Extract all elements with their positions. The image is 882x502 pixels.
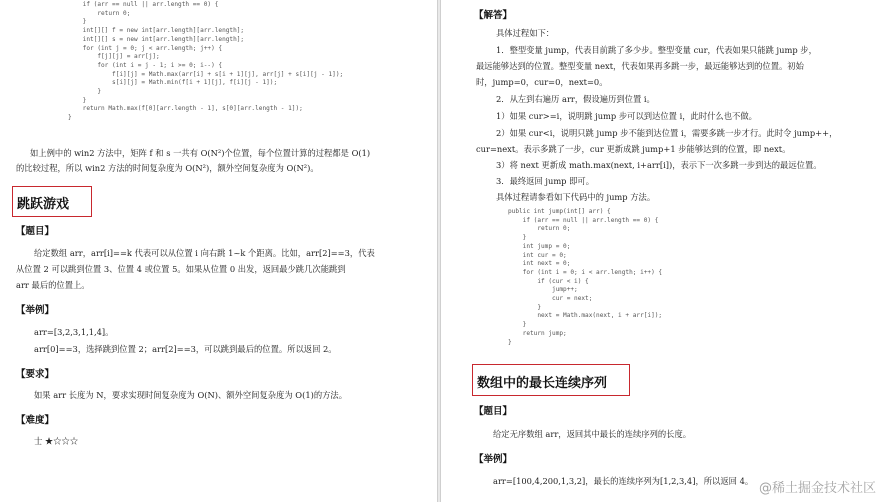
left-page bbox=[0, 0, 437, 502]
step2-sub1: 1）如果 cur>=i，说明跳 jump 步可以到达位置 i，此时什么也不做。 bbox=[496, 111, 757, 121]
problem-text-line2: 从位置 2 可以跳到位置 3、位置 4 或位置 5。如果从位置 0 出发，返回最少跳几次能跳到 bbox=[16, 264, 346, 274]
heading-problem: 【题目】 bbox=[16, 226, 55, 237]
step3: 3．最终返回 jump 即可。 bbox=[496, 176, 595, 186]
refer-code: 具体过程请参看如下代码中的 jump 方法。 bbox=[496, 192, 656, 202]
watermark: @稀土掘金技术社区 bbox=[758, 481, 876, 496]
problem-text-2: 给定无序数组 arr，返回其中最长的连续序列的长度。 bbox=[493, 429, 692, 439]
example-text-line2: arr[0]==3，选择跳到位置 2；arr[2]==3，可以跳到最后的位置。所以返回 2。 bbox=[34, 344, 337, 354]
example-text-2: arr=[100,4,200,1,3,2]，最长的连续序列为[1,2,3,4]，所以返回 4。 bbox=[493, 476, 754, 486]
section-title-longest-sequence: 数组中的最长连续序列 bbox=[477, 376, 608, 391]
heading-problem-2: 【题目】 bbox=[474, 406, 513, 417]
step2-sub2-line1: 2）如果 cur<i，说明只跳 jump 步不能到达位置 i，需要多跳一步才行。此时令 jump++， bbox=[496, 128, 838, 138]
step1-line1: 1．整型变量 jump，代表目前跳了多少步。整型变量 cur，代表如果只能跳 jump 步， bbox=[496, 45, 817, 55]
step2-sub2-line2: cur=next。表示多跳了一步，cur 更新成跳 jump+1 步能够达到的位置，即 next。 bbox=[476, 144, 791, 154]
heading-answer: 【解答】 bbox=[474, 10, 513, 21]
problem-text-line3: arr 最后的位置上。 bbox=[16, 280, 90, 290]
heading-example-2: 【举例】 bbox=[474, 454, 513, 465]
heading-example: 【举例】 bbox=[16, 305, 55, 316]
paragraph-complexity-line1: 如上例中的 win2 方法中，矩阵 f 和 s 一共有 O(N²)个位置，每个位置计算的过程都是 O(1) bbox=[30, 148, 371, 158]
example-text-line1: arr=[3,2,3,1,1,4]。 bbox=[34, 327, 114, 337]
code-block-win2: if (arr == null || arr.length == 0) { return 0; } int[][] f = new int[arr.length][arr.length]; int[][] s = new int[arr.length][arr.length]; for (int j = 0; j < arr.length; j++) { f[j][j] = arr[j]; for (int i = j - 1; i >= 0; i--) { f[i][j] = Math.max(arr[i] + s[i + 1][j], arr[j] + s[i][j - 1]); s[i][j] = Math.min(f[i + 1][j], f[i][j - 1]); } } return Math.max(f[0][arr.length - 1], s[0][arr.length - 1]); } bbox=[68, 1, 344, 122]
step2: 2．从左到右遍历 arr，假设遍历到位置 i。 bbox=[496, 94, 655, 104]
difficulty-stars: 士 ★☆☆☆ bbox=[34, 436, 79, 446]
step2-sub3: 3）将 next 更新成 math.max(next, i+arr[i])，表示下一次多跳一步到达的最远位置。 bbox=[496, 160, 822, 170]
problem-text-line1: 给定数组 arr，arr[i]==k 代表可以从位置 i 向右跳 1~k 个距离。比如，arr[2]==3，代表 bbox=[34, 248, 375, 258]
paragraph-complexity-line2: 的比较过程，所以 win2 方法的时间复杂度为 O(N²)，额外空间复杂度为 O(N²)。 bbox=[16, 163, 319, 173]
heading-requirement: 【要求】 bbox=[16, 369, 55, 380]
step1-line3: 时，jump=0，cur=0，next=0。 bbox=[476, 77, 608, 87]
section-title-jump-game: 跳跃游戏 bbox=[17, 197, 70, 212]
code-block-jump: public int jump(int[] arr) { if (arr == null || arr.length == 0) { return 0; } int jump = 0; int cur = 0; int next = 0; for (int i = 0; i < arr.length; i++) { if (cur < i) { jump++; cur = next; } next = Math.max(next, i + arr[i]); } return jump; } bbox=[508, 208, 663, 346]
step1-line2: 最远能够达到的位置。整型变量 next，代表如果再多跳一步，最远能够达到的位置。初始 bbox=[476, 61, 804, 71]
answer-intro: 具体过程如下： bbox=[496, 28, 555, 38]
requirement-text: 如果 arr 长度为 N，要求实现时间复杂度为 O(N)、额外空间复杂度为 O(1)的方法。 bbox=[34, 390, 348, 400]
heading-difficulty: 【难度】 bbox=[16, 415, 55, 426]
right-page bbox=[441, 0, 882, 502]
